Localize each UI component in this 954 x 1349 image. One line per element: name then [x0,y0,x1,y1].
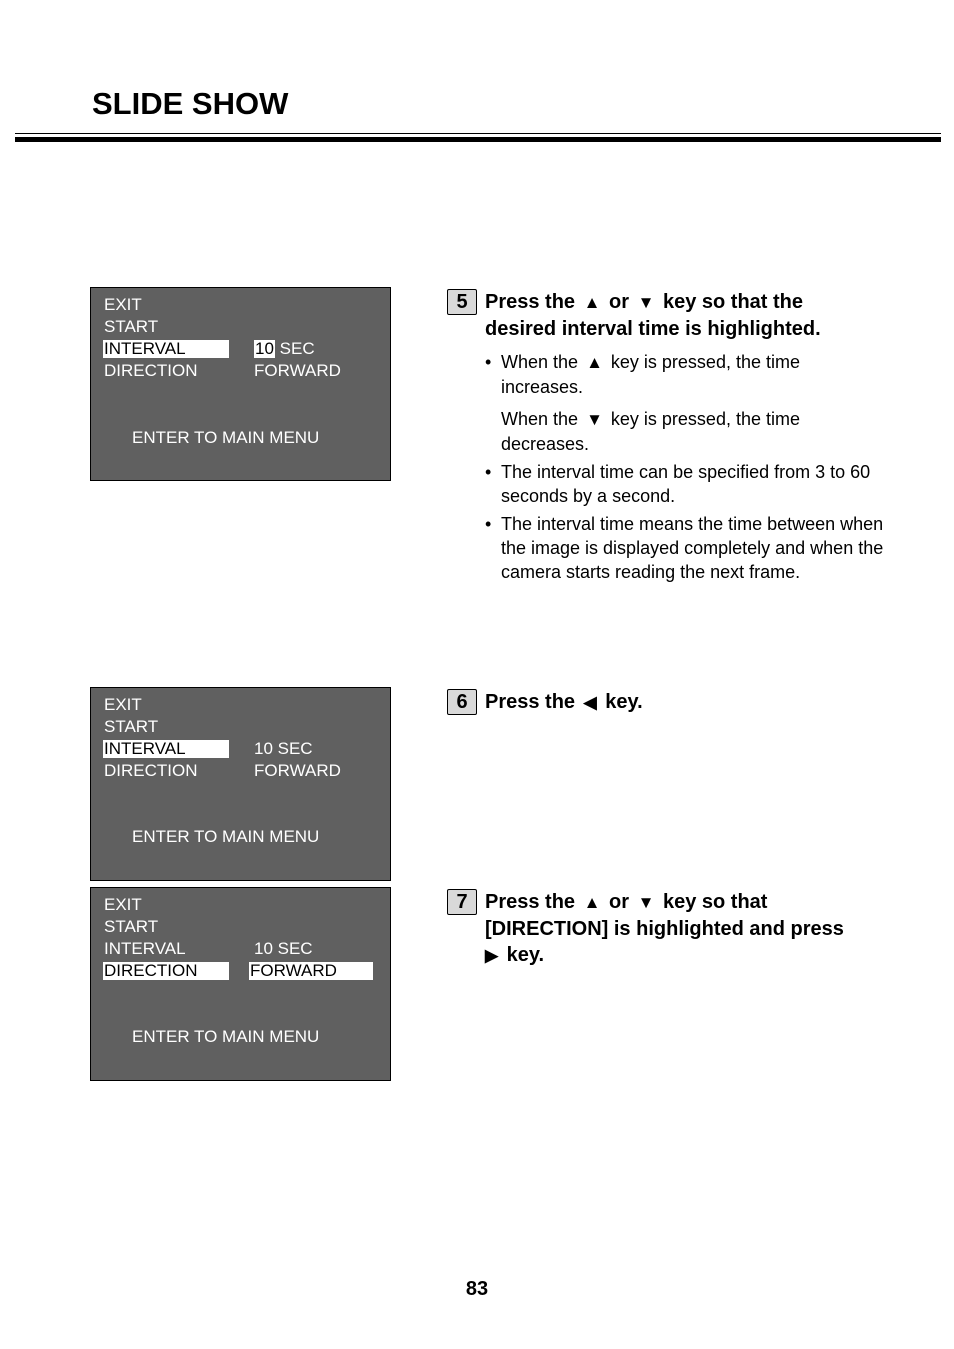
interval-value: 10 SEC [254,939,313,958]
direction-value [249,962,373,980]
right-arrow-icon: ▶ [485,946,499,965]
menu-item-interval: INTERVAL [104,939,186,958]
menu-item-enter-main-menu: ENTER TO MAIN MENU [132,1027,320,1046]
direction-value: FORWARD [254,761,341,780]
menu-item-direction: DIRECTION [104,761,198,780]
bullet-icon: • [485,514,492,534]
menu-screen-direction-selected [90,887,391,1081]
down-arrow-icon: ▼ [637,893,655,912]
step-heading: Press the ▲ or ▼ key so that [DIRECTION] is highlighted and press ▶ key. [485,889,905,969]
menu-item-exit: EXIT [104,895,142,914]
up-arrow-icon: ▲ [583,893,601,912]
menu-screen-interval-selected [90,687,391,881]
interval-value [254,340,315,358]
step-number: 6 [447,689,477,715]
menu-item-interval [103,740,229,758]
page-title: SLIDE SHOW [92,86,289,121]
direction-value-highlight: FORWARD [249,962,373,980]
note-item: • The interval time means the time between when the image is displayed completely and when the camera starts reading the next frame. [485,514,884,582]
step-number: 7 [447,889,477,915]
menu-item-exit: EXIT [104,695,142,714]
menu-item-enter-main-menu: ENTER TO MAIN MENU [132,428,320,447]
interval-number-highlight: 10 [255,339,274,358]
down-arrow-icon: ▼ [637,293,655,312]
page-number: 83 [465,1278,489,1300]
interval-value: 10 SEC [254,739,313,758]
left-arrow-icon: ◀ [583,693,597,712]
interval-unit: SEC [279,339,315,358]
bullet-icon: • [485,462,492,482]
header-rule-thick [15,137,941,142]
menu-item-start: START [104,917,159,936]
direction-value: FORWARD [254,361,341,380]
menu-item-start: START [104,317,159,336]
note-item: • The interval time can be specified from 3 to 60 seconds by a second. [485,462,871,506]
down-arrow-icon: ▼ [586,410,603,429]
note-item: • When the ▲ key is pressed, the time increases. [485,352,800,397]
direction-label: DIRECTION [103,962,229,980]
menu-item-direction: DIRECTION [104,361,198,380]
step-notes [485,350,905,588]
menu-screen-interval-value [90,287,391,481]
step-heading: Press the ▲ or ▼ key so that the desired interval time is highlighted. [485,291,821,340]
menu-item-exit: EXIT [104,295,142,314]
up-arrow-icon: ▲ [586,353,603,372]
menu-item-interval [103,340,229,358]
interval-label: INTERVAL [103,740,229,758]
step-heading: Press the ◀ key. [485,689,905,716]
header-rule-thin [15,133,941,134]
menu-item-start: START [104,717,159,736]
step-number: 5 [447,289,477,315]
interval-label: INTERVAL [103,340,229,358]
menu-item-direction [103,962,229,980]
up-arrow-icon: ▲ [583,293,601,312]
note-item: When the ▼ key is pressed, the time decreases. [501,409,800,454]
menu-item-enter-main-menu: ENTER TO MAIN MENU [132,827,320,846]
bullet-icon: • [485,352,492,372]
